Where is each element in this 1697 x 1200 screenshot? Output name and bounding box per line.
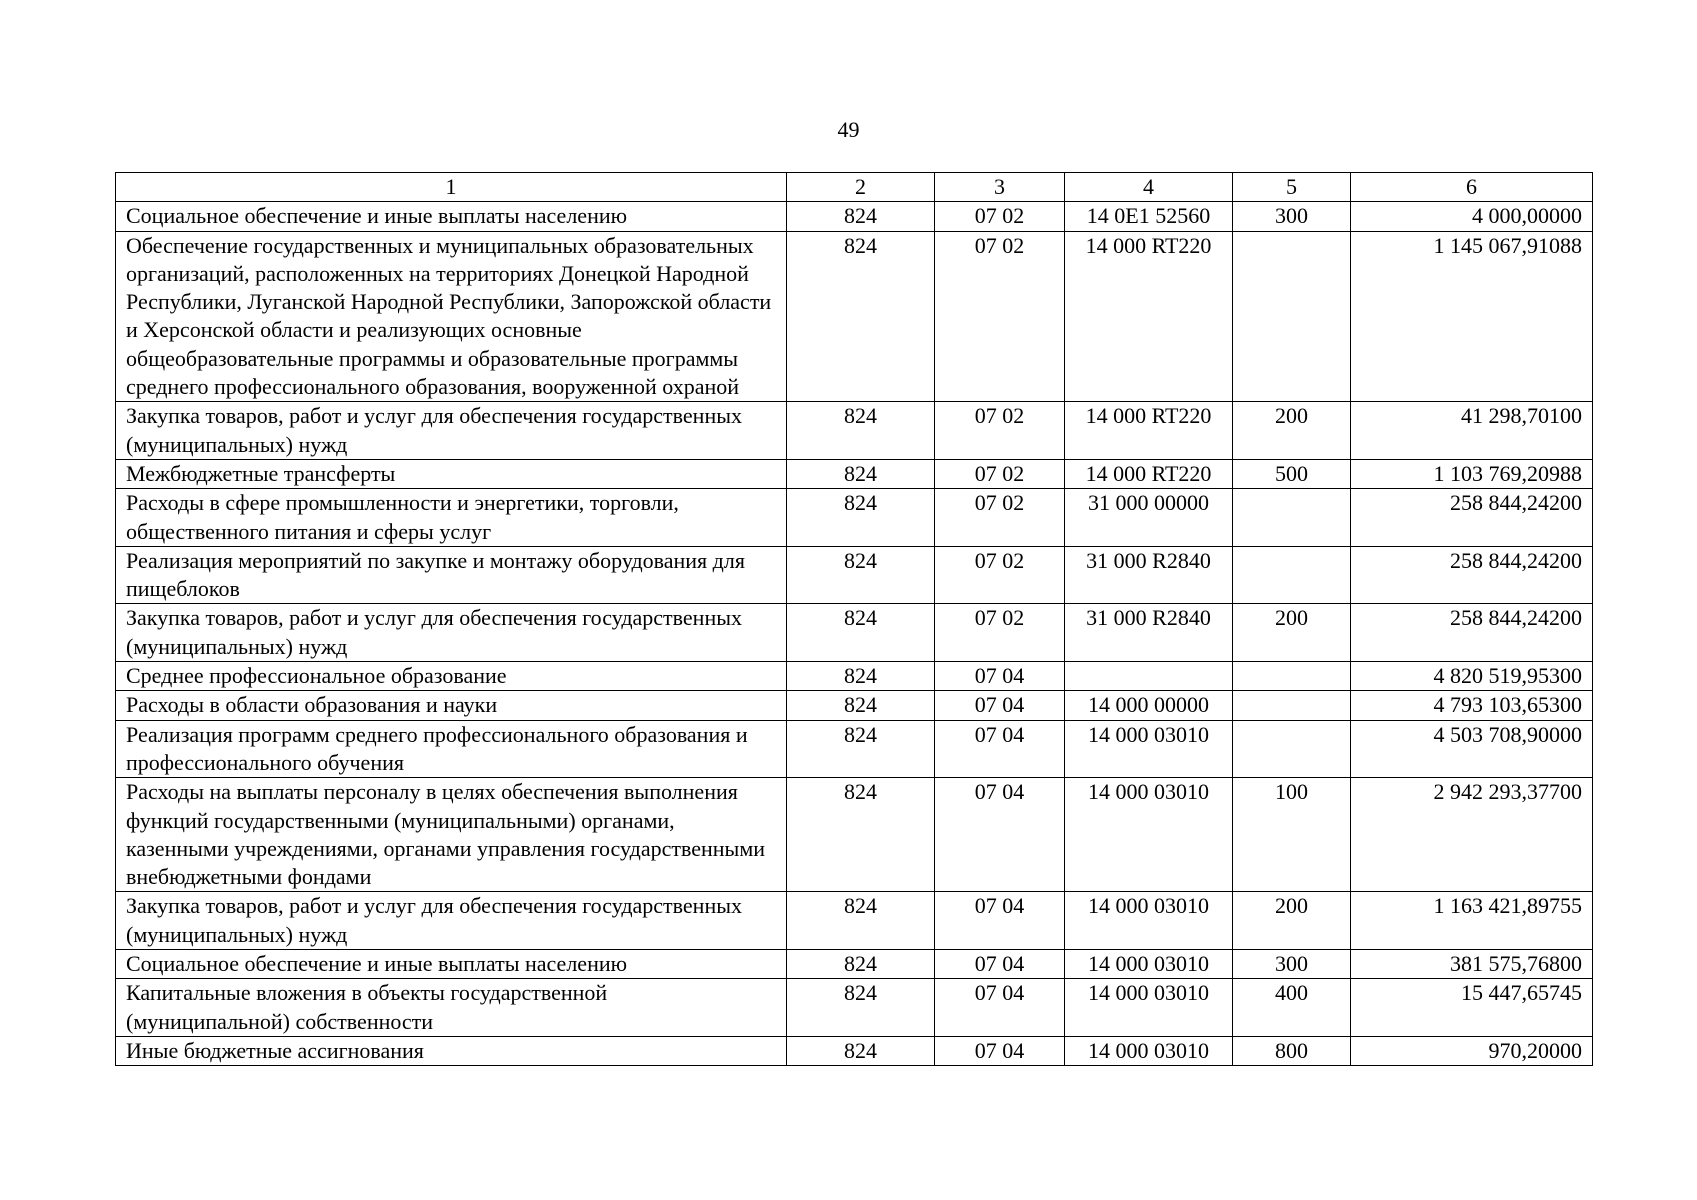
amount: 258 844,24200 — [1351, 489, 1593, 547]
amount: 4 000,00000 — [1351, 202, 1593, 231]
grbs-code: 824 — [787, 1036, 935, 1065]
amount: 258 844,24200 — [1351, 604, 1593, 662]
expense-name: Закупка товаров, работ и услуг для обеспечения государственных (муниципальных) нужд — [116, 892, 787, 950]
target-article-code: 14 000 03010 — [1065, 720, 1233, 778]
grbs-code: 824 — [787, 202, 935, 231]
expense-name: Реализация программ среднего профессионального образования и профессионального обучения — [116, 720, 787, 778]
grbs-code: 824 — [787, 231, 935, 402]
expense-name: Социальное обеспечение и иные выплаты населению — [116, 950, 787, 979]
table-row — [116, 662, 1593, 691]
table-row — [116, 892, 1593, 950]
section-code: 07 02 — [935, 546, 1065, 604]
expense-name: Закупка товаров, работ и услуг для обеспечения государственных (муниципальных) нужд — [116, 402, 787, 460]
column-header: 5 — [1233, 173, 1351, 202]
target-article-code: 14 000 03010 — [1065, 778, 1233, 892]
expense-name: Реализация мероприятий по закупке и монтажу оборудования для пищеблоков — [116, 546, 787, 604]
expense-type-code: 200 — [1233, 892, 1351, 950]
table-row — [116, 979, 1593, 1037]
table-row — [116, 950, 1593, 979]
expense-type-code — [1233, 546, 1351, 604]
target-article-code: 31 000 R2840 — [1065, 604, 1233, 662]
grbs-code: 824 — [787, 459, 935, 488]
table-row — [116, 604, 1593, 662]
expense-type-code: 500 — [1233, 459, 1351, 488]
table-row — [116, 1036, 1593, 1065]
grbs-code: 824 — [787, 604, 935, 662]
column-header: 1 — [116, 173, 787, 202]
table-row — [116, 402, 1593, 460]
expense-type-code — [1233, 720, 1351, 778]
section-code: 07 02 — [935, 402, 1065, 460]
amount: 1 103 769,20988 — [1351, 459, 1593, 488]
target-article-code: 14 000 03010 — [1065, 979, 1233, 1037]
table-row — [116, 202, 1593, 231]
grbs-code: 824 — [787, 778, 935, 892]
expense-name: Межбюджетные трансферты — [116, 459, 787, 488]
section-code: 07 02 — [935, 489, 1065, 547]
amount: 1 145 067,91088 — [1351, 231, 1593, 402]
expense-name: Расходы на выплаты персоналу в целях обеспечения выполнения функций государственными (муниципальными) органами, казенными учреждениями, органами управления государственными внебюджетными фондами — [116, 778, 787, 892]
expense-name: Закупка товаров, работ и услуг для обеспечения государственных (муниципальных) нужд — [116, 604, 787, 662]
expense-type-code: 300 — [1233, 202, 1351, 231]
expense-type-code: 300 — [1233, 950, 1351, 979]
expense-type-code — [1233, 489, 1351, 547]
table-row — [116, 546, 1593, 604]
expense-type-code — [1233, 691, 1351, 720]
expense-type-code: 800 — [1233, 1036, 1351, 1065]
column-header: 3 — [935, 173, 1065, 202]
target-article-code: 14 000 00000 — [1065, 691, 1233, 720]
target-article-code: 14 0E1 52560 — [1065, 202, 1233, 231]
expense-name: Обеспечение государственных и муниципальных образовательных организаций, расположенных на территориях Донецкой Народной Республики, Луганской Народной Республики, Запорожской области и Херсонской области и реализующих основные общеобразовательные программы и образовательные программы среднего профессионального образования, вооруженной охраной — [116, 231, 787, 402]
expense-type-code — [1233, 231, 1351, 402]
section-code: 07 04 — [935, 720, 1065, 778]
table-row — [116, 720, 1593, 778]
target-article-code: 14 000 03010 — [1065, 1036, 1233, 1065]
grbs-code: 824 — [787, 546, 935, 604]
amount: 4 503 708,90000 — [1351, 720, 1593, 778]
section-code: 07 02 — [935, 231, 1065, 402]
section-code: 07 04 — [935, 778, 1065, 892]
section-code: 07 04 — [935, 662, 1065, 691]
column-header: 4 — [1065, 173, 1233, 202]
target-article-code: 14 000 RT220 — [1065, 402, 1233, 460]
expense-type-code: 400 — [1233, 979, 1351, 1037]
amount: 4 793 103,65300 — [1351, 691, 1593, 720]
target-article-code: 14 000 RT220 — [1065, 231, 1233, 402]
grbs-code: 824 — [787, 489, 935, 547]
grbs-code: 824 — [787, 402, 935, 460]
column-header: 6 — [1351, 173, 1593, 202]
section-code: 07 04 — [935, 892, 1065, 950]
header-row — [116, 173, 1593, 202]
table-body — [116, 202, 1593, 1066]
amount: 15 447,65745 — [1351, 979, 1593, 1037]
expense-name: Социальное обеспечение и иные выплаты населению — [116, 202, 787, 231]
amount: 1 163 421,89755 — [1351, 892, 1593, 950]
section-code: 07 04 — [935, 950, 1065, 979]
target-article-code: 14 000 RT220 — [1065, 459, 1233, 488]
section-code: 07 04 — [935, 691, 1065, 720]
expense-name: Капитальные вложения в объекты государственной (муниципальной) собственности — [116, 979, 787, 1037]
grbs-code: 824 — [787, 950, 935, 979]
section-code: 07 02 — [935, 604, 1065, 662]
expense-type-code: 100 — [1233, 778, 1351, 892]
section-code: 07 02 — [935, 459, 1065, 488]
column-header: 2 — [787, 173, 935, 202]
grbs-code: 824 — [787, 662, 935, 691]
amount: 4 820 519,95300 — [1351, 662, 1593, 691]
grbs-code: 824 — [787, 892, 935, 950]
table-row — [116, 778, 1593, 892]
target-article-code: 14 000 03010 — [1065, 950, 1233, 979]
table-row — [116, 459, 1593, 488]
grbs-code: 824 — [787, 720, 935, 778]
section-code: 07 04 — [935, 979, 1065, 1037]
page-number: 49 — [837, 117, 860, 142]
table-row — [116, 231, 1593, 402]
table-row — [116, 691, 1593, 720]
expense-type-code: 200 — [1233, 604, 1351, 662]
expense-type-code — [1233, 662, 1351, 691]
amount: 41 298,70100 — [1351, 402, 1593, 460]
expense-name: Расходы в области образования и науки — [116, 691, 787, 720]
target-article-code: 14 000 03010 — [1065, 892, 1233, 950]
grbs-code: 824 — [787, 979, 935, 1037]
target-article-code: 31 000 00000 — [1065, 489, 1233, 547]
grbs-code: 824 — [787, 691, 935, 720]
expense-type-code: 200 — [1233, 402, 1351, 460]
expense-name: Среднее профессиональное образование — [116, 662, 787, 691]
expense-name: Иные бюджетные ассигнования — [116, 1036, 787, 1065]
amount: 381 575,76800 — [1351, 950, 1593, 979]
amount: 258 844,24200 — [1351, 546, 1593, 604]
section-code: 07 04 — [935, 1036, 1065, 1065]
table-row — [116, 489, 1593, 547]
amount: 970,20000 — [1351, 1036, 1593, 1065]
amount: 2 942 293,37700 — [1351, 778, 1593, 892]
target-article-code: 31 000 R2840 — [1065, 546, 1233, 604]
section-code: 07 02 — [935, 202, 1065, 231]
expense-name: Расходы в сфере промышленности и энергетики, торговли, общественного питания и сферы услуг — [116, 489, 787, 547]
budget-table — [115, 172, 1593, 1066]
target-article-code — [1065, 662, 1233, 691]
